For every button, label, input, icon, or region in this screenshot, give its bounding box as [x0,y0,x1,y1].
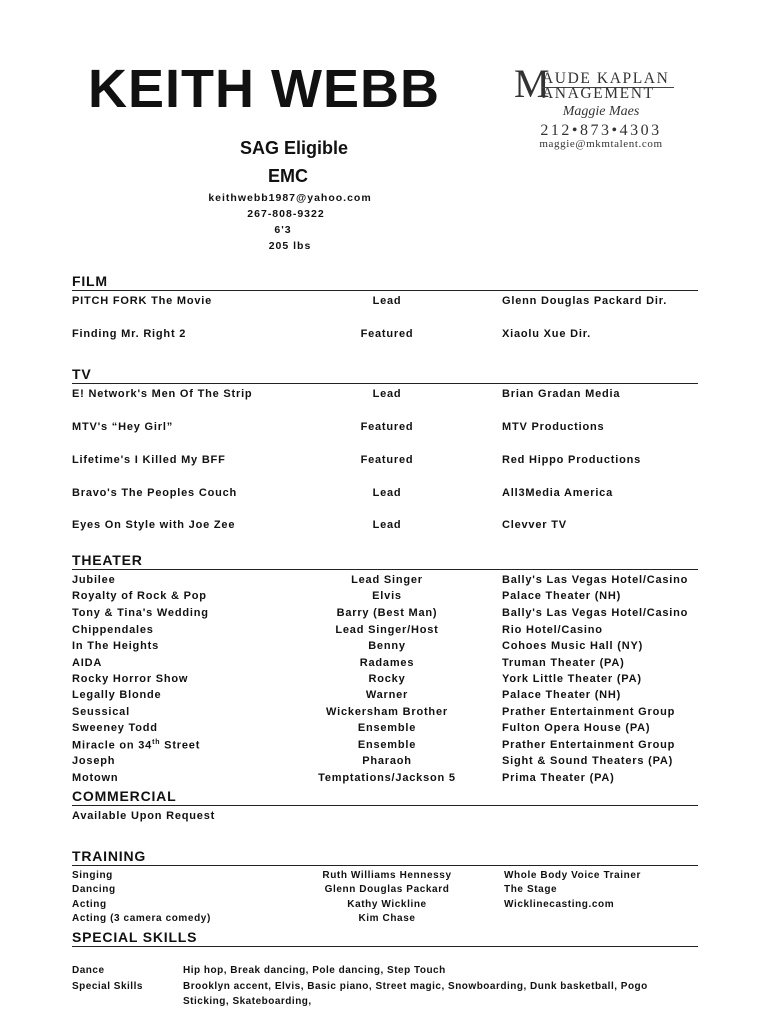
project-title: Legally Blonde [72,689,162,701]
project-title: Royalty of Rock & Pop [72,590,207,602]
project-title: Seussical [72,706,130,718]
project-title: Rocky Horror Show [72,673,189,685]
project-title: In The Heights [72,640,159,652]
training-skill: Dancing [72,884,116,895]
project-title-tail: Street [160,739,201,752]
project-title: E! Network's Men Of The Strip [72,388,253,400]
role: Ensemble [357,739,417,751]
project-title: AIDA [72,657,103,669]
skills-text: Brooklyn accent, Elvis, Basic piano, Street magic, Snowboarding, Dunk basketball, Pogo Sticking, Skateboarding, [183,981,648,1007]
skills-label: Special Skills [72,981,143,992]
project-title: Bravo's The Peoples Couch [72,487,238,499]
project-title: Lifetime's I Killed My BFF [72,454,226,466]
training-skill: Acting [72,899,107,910]
project-title: Tony & Tina's Wedding [72,607,209,619]
role: Featured [360,328,414,340]
project-title: PITCH FORK The Movie [72,295,213,307]
training-row [72,899,712,913]
training-row [72,884,712,898]
role: Warner [365,689,409,701]
agency-phone: 212•873•4303 [540,122,662,139]
project-title: Motown [72,772,119,784]
film-row [72,328,712,344]
company: Prather Entertainment Group [502,706,676,718]
film-row [72,295,712,311]
company: Prima Theater (PA) [502,772,615,784]
project-title: Joseph [72,755,116,767]
skills-row [72,979,692,1011]
company: Fulton Opera House (PA) [502,722,651,734]
training-teacher: Glenn Douglas Packard [324,884,450,895]
role: Rocky [368,673,406,685]
company: Glenn Douglas Packard Dir. [502,295,668,307]
role: Temptations/Jackson 5 [318,772,456,784]
project-title: Chippendales [72,624,154,636]
project-title: MTV's “Hey Girl” [72,421,173,433]
role: Lead [372,388,402,400]
company: MTV Productions [502,421,605,433]
company: Bally's Las Vegas Hotel/Casino [502,574,689,586]
role: Benny [368,640,406,652]
role: Featured [360,421,414,433]
tv-row [72,388,712,404]
actor-name: KEITH WEBB [88,59,440,119]
company: Palace Theater (NH) [502,590,622,602]
role: Wickersham Brother [326,706,448,718]
section-film-title: FILM [72,274,698,291]
training-skill: Singing [72,870,113,881]
agency-logo [512,61,678,150]
skills-text: Hip hop, Break dancing, Pole dancing, Step Touch [183,965,446,976]
union-emc: EMC [268,166,308,186]
tv-row [72,519,712,535]
role: Ensemble [357,722,417,734]
theater-row [72,607,712,623]
skills-label: Dance [72,965,105,976]
contact-email: keithwebb1987@yahoo.com [208,192,372,204]
training-place: The Stage [504,884,558,895]
ordinal-suffix: th [152,739,161,746]
weight: 205 lbs [268,240,312,252]
company: Brian Gradan Media [502,388,621,400]
role: Lead [372,519,402,531]
company: Palace Theater (NH) [502,689,622,701]
theater-row [72,689,712,705]
theater-row [72,640,712,656]
company: Cohoes Music Hall (NY) [502,640,644,652]
role: Lead Singer/Host [335,624,439,636]
role: Featured [360,454,414,466]
tv-row [72,487,712,503]
role: Radames [359,657,415,669]
role: Elvis [372,590,402,602]
company: Rio Hotel/Casino [502,624,603,636]
theater-row [72,706,712,722]
training-teacher: Kim Chase [358,913,416,924]
theater-row [72,755,712,771]
company: Sight & Sound Theaters (PA) [502,755,674,767]
company: Clevver TV [502,519,567,531]
agent-name: Maggie Maes [562,104,640,119]
project-title: Sweeney Todd [72,722,158,734]
tv-row [72,454,712,470]
agency-name-line1: AUDE KAPLAN [542,70,670,87]
role: Pharaoh [362,755,412,767]
training-skill: Acting (3 camera comedy) [72,913,211,924]
theater-row [72,772,712,788]
training-teacher: Kathy Wickline [347,899,427,910]
commercial-row [72,810,712,826]
project-title: Jubilee [72,574,116,586]
agency-initial: M [514,61,550,106]
role: Lead [372,295,402,307]
training-teacher: Ruth Williams Hennessy [322,870,452,881]
agency-email: maggie@mkmtalent.com [539,138,663,150]
company: York Little Theater (PA) [502,673,642,685]
height: 6'3 [274,224,292,236]
company: Xiaolu Xue Dir. [502,328,592,340]
commercial-note: Available Upon Request [72,810,216,822]
agency-name-line2: ANAGEMENT [542,85,655,102]
theater-row [72,574,712,590]
training-row [72,913,712,927]
project-title: Eyes On Style with Joe Zee [72,519,236,531]
section-commercial-title: COMMERCIAL [72,789,698,806]
training-place: Wicklinecasting.com [504,899,615,910]
project-title [72,739,200,752]
theater-row [72,657,712,673]
role: Lead [372,487,402,499]
company: All3Media America [502,487,614,499]
tv-row [72,421,712,437]
section-tv-title: TV [72,367,698,384]
contact-phone: 267-808-9322 [247,208,325,220]
section-theater-title: THEATER [72,553,698,570]
section-special-skills-title: SPECIAL SKILLS [72,930,698,947]
project-title-main: Miracle on 34 [72,739,153,752]
theater-row [72,590,712,606]
section-training-title: TRAINING [72,849,698,866]
project-title: Finding Mr. Right 2 [72,328,187,340]
training-place: Whole Body Voice Trainer [504,870,642,881]
theater-row [72,739,712,755]
theater-row [72,722,712,738]
company: Bally's Las Vegas Hotel/Casino [502,607,689,619]
theater-row [72,673,712,689]
role: Barry (Best Man) [336,607,438,619]
theater-row [72,624,712,640]
skills-row [72,963,692,979]
union-sag: SAG Eligible [239,138,349,158]
company: Red Hippo Productions [502,454,642,466]
training-row [72,870,712,884]
company: Prather Entertainment Group [502,739,676,751]
role: Lead Singer [351,574,423,586]
company: Truman Theater (PA) [502,657,625,669]
